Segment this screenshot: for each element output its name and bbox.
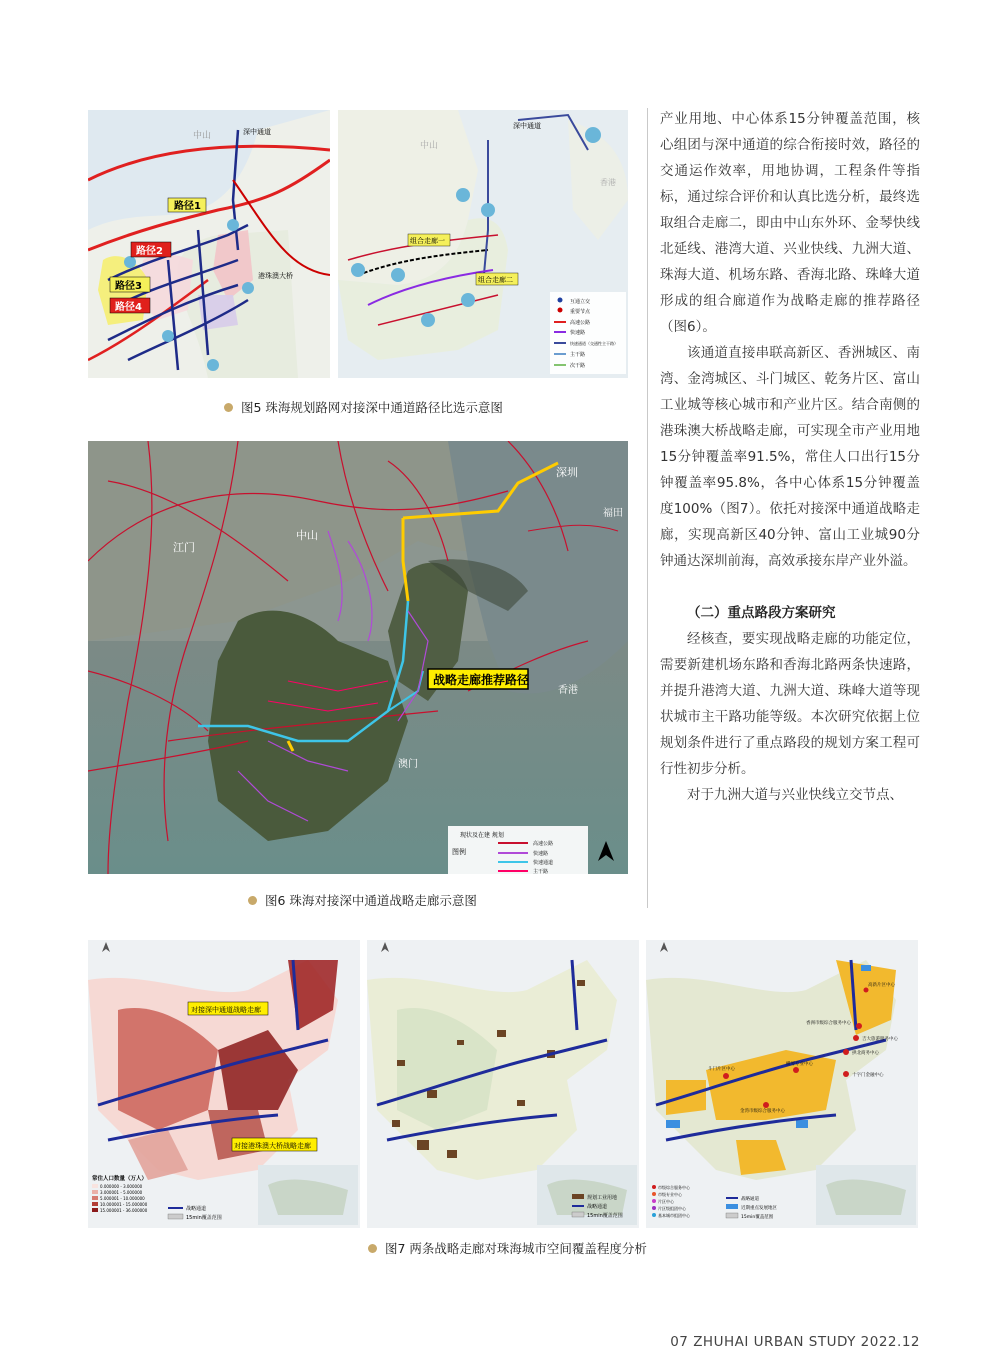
recommended-route-callout (428, 669, 529, 689)
legend-row: 0.000000 - 3.000000 (100, 1184, 143, 1189)
center-label: 斗门片区中心 (708, 1067, 735, 1072)
path-label-4: 路径4 (115, 302, 142, 313)
fig7-map-population (88, 940, 360, 1228)
label-jm: 江门 (173, 541, 195, 554)
legend-row: 战略通道 (587, 1204, 608, 1210)
legend-item: 高速公路 (533, 841, 554, 847)
legend-row: 10.000001 - 15.000000 (100, 1202, 148, 1207)
legend-item: 快速通道 (533, 860, 554, 866)
page-footer: 07 ZHUHAI URBAN STUDY 2022.12 (670, 1334, 920, 1350)
legend-row: 基本城市组团中心 (658, 1213, 690, 1218)
legend-item: 高速公路 (570, 320, 591, 326)
callout-top: 对接深中通道战略走廊 (191, 1006, 261, 1014)
rec-label: 战略走廊推荐路径 (433, 673, 530, 687)
r-label-sz: 深中通道 (513, 122, 541, 130)
fig6-map (88, 441, 628, 874)
fig7-caption-text: 图7 两条战略走廊对珠海城市空间覆盖程度分析 (385, 1241, 647, 1256)
legend-row: 15.000001 - 36.000000 (100, 1208, 148, 1213)
paragraph-3: 经核查，要实现战略走廊的功能定位，需要新建机场东路和香海北路两条快速路，并提升港湾大道、九洲大道、珠峰大道等现状城市主干路功能等级。本次研究依据上位规划条件进行了重点路段的规划方案工程可行性初步分析。 (660, 631, 920, 777)
fig7-caption (368, 1239, 647, 1257)
column-divider (647, 108, 648, 908)
legend-row: 15min覆盖范围 (741, 1215, 774, 1220)
legend-line: 战略通道 (186, 1206, 207, 1212)
legend-row: 片区级组团中心 (658, 1206, 686, 1211)
callout-bottom: 对接港珠澳大桥战略走廊 (234, 1142, 311, 1150)
center-label: 拱北商务中心 (852, 1051, 879, 1056)
legend-row: 近期重点发展地区 (741, 1206, 777, 1211)
legend-item: 重要节点 (570, 309, 591, 315)
path-label-1: 路径1 (174, 201, 201, 212)
label-zs: 中山 (296, 529, 318, 542)
legend-line: 15min覆盖范围 (186, 1215, 222, 1221)
label-xg: 香港 (558, 685, 578, 696)
fig5-caption-text: 图5 珠海规划路网对接深中通道路径比选示意图 (241, 400, 503, 415)
center-label: 金湾市级综合服务中心 (740, 1109, 785, 1114)
legend-row: 15min覆盖范围 (587, 1213, 623, 1219)
legend-row: 5.000001 - 10.000000 (100, 1196, 145, 1201)
body-column (660, 106, 920, 808)
r-label-xg: 香港 (600, 178, 616, 187)
legend-row: 市级综合服务中心 (658, 1185, 690, 1190)
fig5-right-map (338, 110, 628, 378)
center-label: 香洲市级综合服务中心 (806, 1021, 851, 1026)
caption-dot-icon (368, 1244, 377, 1253)
legend-item: 主干路 (570, 352, 586, 358)
legend-item: 快速路 (570, 330, 586, 336)
path-label-3: 路径3 (115, 281, 142, 292)
label-sz: 深中通道 (243, 128, 271, 136)
center-label: 吉大旅游服务中心 (862, 1037, 898, 1042)
legend-item: 次干路 (570, 363, 586, 369)
label-sz: 深圳 (556, 466, 578, 479)
path-label-2: 路径2 (136, 246, 163, 257)
fig5-caption (224, 398, 503, 416)
paragraph-1: 产业用地、中心体系15分钟覆盖范围，核心组团与深中通道的综合衔接时效，路径的交通运作效率，用地协调，工程条件等指标，通过综合评价和认真比选分析，最终选取组合走廊二，即由中山东外环、金琴快线北延线、港湾大道、兴业快线、九洲大道、珠海大道、机场东路、香海北路、珠峰大道形成的组合廊道作为战略走廊的推荐路径（图6）。 (660, 111, 920, 335)
r-label-c1: 组合走廊一 (410, 237, 445, 245)
legend-item: 互通立交 (570, 299, 591, 305)
fig6-caption-text: 图6 珠海对接深中通道战略走廊示意图 (265, 893, 477, 908)
legend-item: 快速路 (533, 851, 549, 857)
center-label: 高新片区中心 (868, 983, 895, 988)
fig7-map-industry (367, 940, 639, 1228)
legend-row: 片区中心 (658, 1199, 674, 1204)
legend-item: 主干路 (533, 869, 549, 874)
r-label-c2: 组合走廊二 (478, 276, 513, 284)
legend-side: 图例 (452, 848, 466, 856)
section-heading: （二）重点路段方案研究 (687, 605, 836, 621)
legend-title: 现状及在建 规划 (460, 832, 504, 839)
legend-title: 常住人口数量（万人） (92, 1176, 148, 1182)
fig5-legend (550, 292, 626, 374)
label-gza: 港珠澳大桥 (258, 272, 293, 280)
center-label: 横琴专业中心 (786, 1062, 813, 1067)
r-label-zs: 中山 (420, 141, 439, 151)
legend-row: 规划工业用地 (587, 1195, 618, 1201)
paragraph-2: 该通道直接串联高新区、香洲城区、南湾、金湾城区、斗门城区、乾务片区、富山工业城等核心城市和产业片区。结合南侧的港珠澳大桥战略走廊，可实现全市产业用地15分钟覆盖率91.5%，常住人口出行15分钟覆盖率95.8%，各中心体系15分钟覆盖度100%（图7）。依托对接深中通道战略走廊，实现高新区40分钟、富山工业城90分钟通达深圳前海，高效承接东岸产业外溢。 (660, 345, 920, 569)
legend-row: 3.000001 - 5.000000 (100, 1190, 143, 1195)
caption-dot-icon (224, 403, 233, 412)
fig6-caption (248, 891, 477, 909)
label-am: 澳门 (398, 759, 418, 770)
fig5-left-map (88, 110, 330, 378)
label-ft: 福田 (603, 508, 623, 519)
paragraph-4: 对于九洲大道与兴业快线立交节点、 (687, 787, 903, 803)
legend-item: 快速通道（交通性主干路） (570, 341, 618, 346)
center-label: 十字门金融中心 (852, 1073, 884, 1078)
fig7-map-centers (646, 940, 918, 1228)
caption-dot-icon (248, 896, 257, 905)
legend-row: 战略通道 (741, 1197, 759, 1202)
legend-row: 市级专业中心 (658, 1192, 682, 1197)
label-zs: 中山 (193, 131, 212, 141)
